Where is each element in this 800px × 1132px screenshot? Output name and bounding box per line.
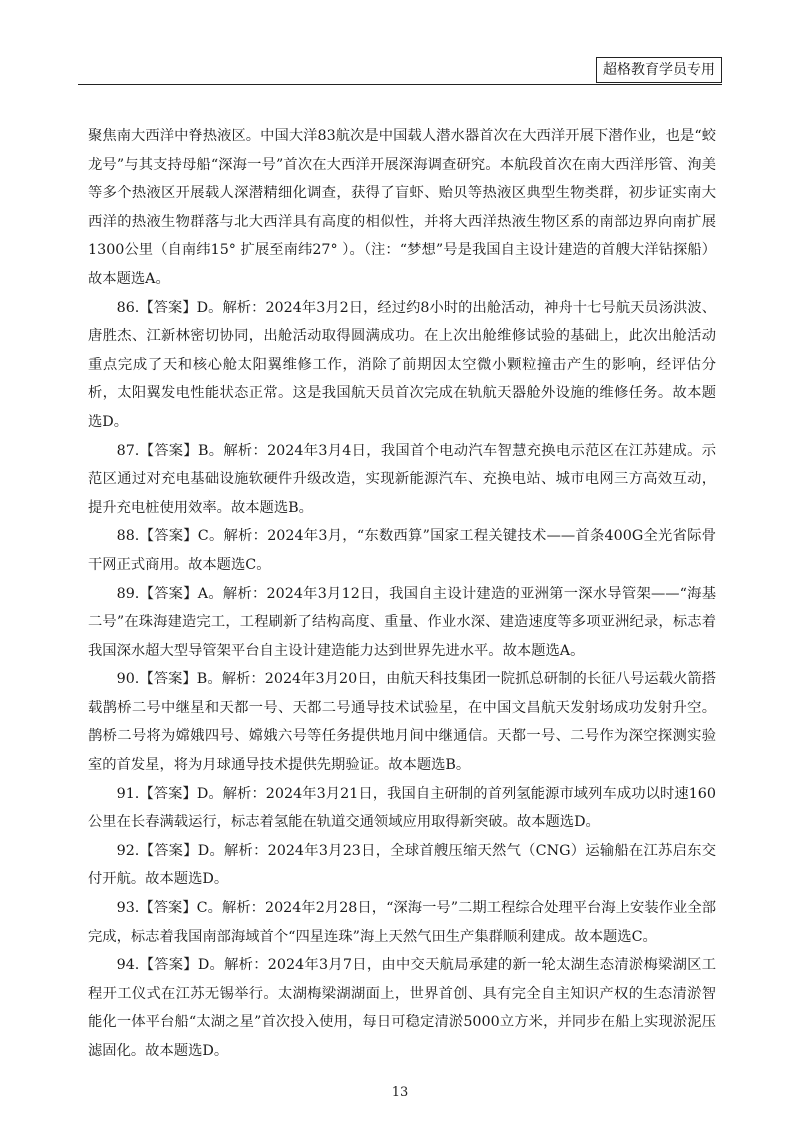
answer-item-88: 88.【答案】C。解析：2024年3月，“东数西算”国家工程关键技术——首条400G全光省际骨干网正式商用。故本题选C。	[88, 528, 716, 573]
answer-item-89: 89.【答案】A。解析：2024年3月12日，我国自主设计建造的亚洲第一深水导管架——“海基二号”在珠海建造完工，工程刷新了结构高度、重量、作业水深、建造速度等多项亚洲纪录，标志着我国深水超大型导管架平台自主设计建造能力达到世界先进水平。故本题选A。	[88, 585, 716, 659]
answer-item-90: 90.【答案】B。解析：2024年3月20日，由航天科技集团一院抓总研制的长征八号运载火箭搭载鹊桥二号中继星和天都一号、天都二号通导技术试验星，在中国文昌航天发射场成功发射升空。鹊桥二号将为嫦娥四号、嫦娥六号等任务提供地月间中继通信。天都一号、二号作为深空探测实验室的首发星，将为月球通导技术提供先期验证。故本题选B。	[88, 671, 716, 774]
answer-item-94: 94.【答案】D。解析：2024年3月7日，由中交天航局承建的新一轮太湖生态清淤梅梁湖区工程开工仪式在江苏无锡举行。太湖梅梁湖湖面上，世界首创、具有完全自主知识产权的生态清淤智能化一体平台船“太湖之星”首次投入使用，每日可稳定清淤5000立方米，并同步在船上实现淤泥压滤固化。故本题选D。	[88, 957, 716, 1059]
answer-explanations	[88, 122, 716, 1066]
page-number: 13	[391, 1085, 409, 1100]
paragraph-continued: 聚焦南大西洋中脊热液区。中国大洋83航次是中国载人潜水器首次在大西洋开展下潜作业，也是“蛟龙号”与其支持母船“深海一号”首次在大西洋开展深海调查研究。本航段首次在南大西洋彤管、洵美等多个热液区开展载人深潜精细化调查，获得了盲虾、贻贝等热液区典型生物类群，初步证实南大西洋的热液生物群落与北大西洋具有高度的相似性，并将大西洋热液生物区系的南部边界向南扩展1300公里（自南纬15° 扩展至南纬27° ）。（注：“梦想”号是我国自主设计建造的首艘大洋钻探船）故本题选A。	[88, 128, 716, 287]
answer-item-92: 92.【答案】D。解析：2024年3月23日，全球首艘压缩天然气（CNG）运输船在江苏启东交付开航。故本题选D。	[88, 842, 716, 888]
answer-item-87: 87.【答案】B。解析：2024年3月4日，我国首个电动汽车智慧充换电示范区在江苏建成。示范区通过对充电基础设施软硬件升级改造，实现新能源汽车、充换电站、城市电网三方高效互动，提升充电桩使用效率。故本题选B。	[88, 442, 716, 516]
answer-item-93: 93.【答案】C。解析：2024年2月28日，“深海一号”二期工程综合处理平台海上安装作业全部完成，标志着我国南部海域首个“四星连珠”海上天然气田生产集群顺利建成。故本题选C。	[88, 900, 716, 945]
header-badge: 超格教育学员专用	[596, 57, 722, 83]
header-rule	[78, 84, 722, 85]
answer-item-91: 91.【答案】D。解析：2024年3月21日，我国自主研制的首列氢能源市域列车成功以时速160公里在长春满载运行，标志着氢能在轨道交通领域应用取得新突破。故本题选D。	[88, 785, 716, 831]
answer-item-86: 86.【答案】D。解析：2024年3月2日，经过约8小时的出舱活动，神舟十七号航天员汤洪波、唐胜杰、江新林密切协同，出舱活动取得圆满成功。在上次出舱维修试验的基础上，此次出舱活动重点完成了天和核心舱太阳翼维修工作，消除了前期因太空微小颗粒撞击产生的影响，经评估分析，太阳翼发电性能状态正常。这是我国航天员首次完成在轨航天器舱外设施的维修任务。故本题选D。	[88, 299, 716, 430]
